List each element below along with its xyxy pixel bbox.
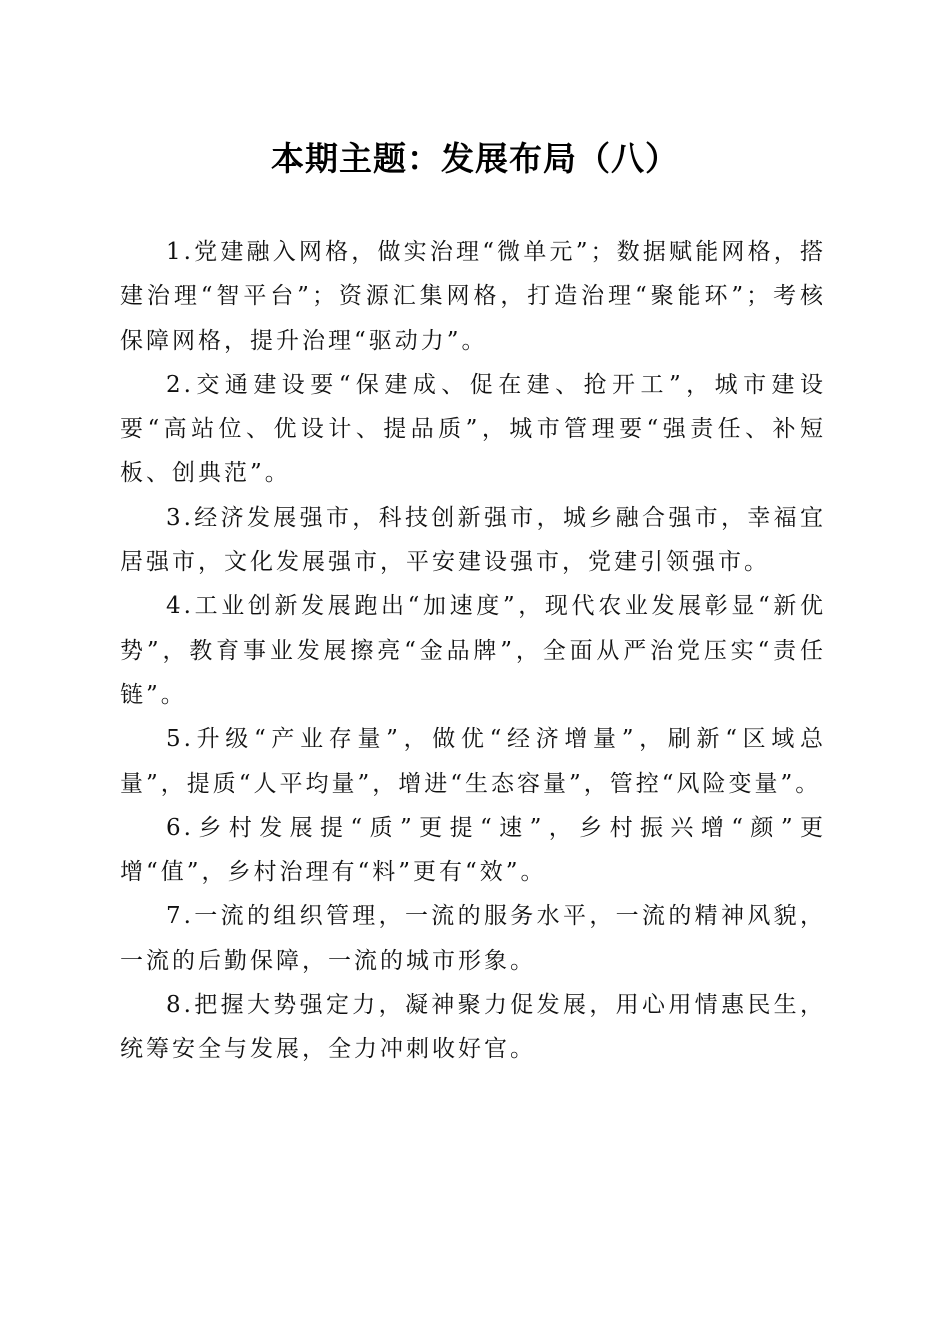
list-item (120, 496, 826, 585)
item-text: 一流的组织管理，一流的服务水平，一流的精神风貌，一流的后勤保障，一流的城市形象。 (120, 903, 826, 974)
item-text: 党建融入网格，做实治理“微单元”；数据赋能网格，搭建治理“智平台”；资源汇集网格，打造治理“聚能环”；考核保障网格，提升治理“驱动力”。 (120, 239, 826, 354)
item-text: 把握大势强定力，凝神聚力促发展，用心用情惠民生，统筹安全与发展，全力冲刺收好官。 (120, 992, 826, 1063)
item-number: 2. (166, 371, 194, 398)
list-item (120, 894, 826, 983)
item-text: 升级“产业存量”，做优“经济增量”，刷新“区域总量”，提质“人平均量”，增进“生态容量”，管控“风险变量”。 (120, 726, 826, 797)
list-item (120, 230, 826, 363)
list-item (120, 717, 826, 806)
list-item (120, 806, 826, 895)
item-text: 工业创新发展跑出“加速度”，现代农业发展彰显“新优势”，教育事业发展擦亮“金品牌”，全面从严治党压实“责任链”。 (120, 593, 826, 708)
item-number: 1. (166, 239, 194, 265)
item-text: 交通建设要“保建成、促在建、抢开工”，城市建设要“高站位、优设计、提品质”，城市管理要“强责任、补短板、创典范”。 (120, 371, 826, 487)
item-number: 3. (166, 504, 194, 531)
item-text: 经济发展强市，科技创新强市，城乡融合强市，幸福宜居强市，文化发展强市，平安建设强市，党建引领强市。 (120, 504, 826, 576)
item-number: 7. (166, 903, 194, 930)
list-item (120, 983, 826, 1072)
document-title: 本期主题：发展布局（八） (271, 139, 679, 178)
item-number: 5. (166, 726, 194, 753)
item-number: 6. (166, 814, 194, 841)
item-number: 4. (166, 593, 194, 620)
item-text: 乡村发展提“质”更提“速”，乡村振兴增“颜”更增“值”，乡村治理有“料”更有“效”。 (120, 814, 826, 886)
document-body (120, 230, 826, 1072)
item-number: 8. (166, 992, 194, 1019)
list-item (120, 584, 826, 717)
list-item (120, 363, 826, 496)
